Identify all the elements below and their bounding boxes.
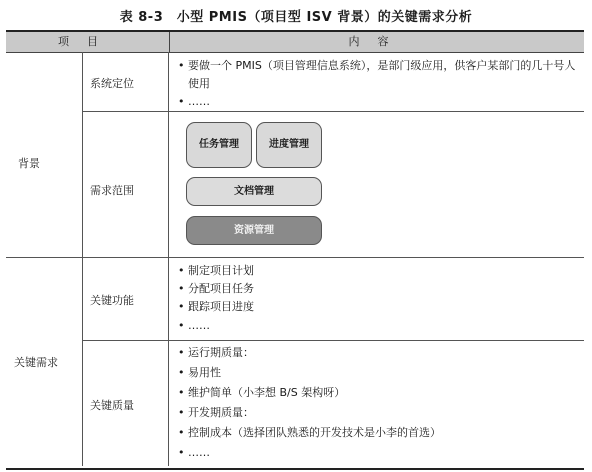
requirements-table bbox=[6, 30, 584, 470]
bullet-icon: • bbox=[178, 426, 185, 439]
list-item: • 跟踪项目进度 bbox=[178, 300, 254, 313]
list-item: • 分配项目任务 bbox=[178, 282, 254, 295]
table-title: 表 8-3 小型 PMIS（项目型 ISV 背景）的关键需求分析 bbox=[119, 10, 473, 25]
list-item: • …… bbox=[178, 95, 210, 108]
column-divider bbox=[168, 52, 169, 466]
header-content: 内容 bbox=[169, 32, 585, 52]
group-divider bbox=[6, 257, 584, 258]
column-divider bbox=[82, 52, 83, 466]
list-item: • 易用性 bbox=[178, 366, 221, 379]
bullet-icon: • bbox=[178, 95, 185, 108]
bullet-icon: • bbox=[178, 366, 185, 379]
row-divider bbox=[83, 111, 584, 112]
bullet-icon: • bbox=[178, 300, 185, 313]
bullet-icon: • bbox=[178, 386, 185, 399]
module-box-task: 任务管理 bbox=[186, 122, 252, 168]
list-item: • 控制成本（选择团队熟悉的开发技术是小李的首选） bbox=[178, 426, 441, 439]
bullet-icon: • bbox=[178, 264, 185, 277]
table-header bbox=[6, 32, 584, 53]
list-item: • 制定项目计划 bbox=[178, 264, 254, 277]
row-divider bbox=[83, 340, 584, 341]
module-box-resource: 资源管理 bbox=[186, 216, 322, 245]
bullet-icon: • bbox=[178, 406, 185, 419]
bullet-icon: • bbox=[178, 319, 185, 332]
module-box-document: 文档管理 bbox=[186, 177, 322, 206]
row-label-positioning: 系统定位 bbox=[90, 77, 134, 90]
bullet-icon: • bbox=[178, 59, 185, 72]
group-label-background: 背景 bbox=[18, 157, 40, 170]
bullet-icon: • bbox=[178, 346, 185, 359]
list-item: • 运行期质量： bbox=[178, 346, 254, 359]
module-box-progress: 进度管理 bbox=[256, 122, 322, 168]
header-item: 项目 bbox=[58, 35, 116, 48]
list-item: • …… bbox=[178, 446, 210, 459]
bullet-icon: • bbox=[178, 282, 185, 295]
row-label-quality: 关键质量 bbox=[90, 399, 134, 412]
bullet-icon: • bbox=[178, 446, 185, 459]
list-item: • 维护简单（小李想 B/S 架构呀） bbox=[178, 386, 346, 399]
list-item-continuation: 使用 bbox=[188, 77, 210, 90]
row-label-scope: 需求范围 bbox=[90, 184, 134, 197]
row-label-functions: 关键功能 bbox=[90, 294, 134, 307]
list-item: • 开发期质量： bbox=[178, 406, 254, 419]
list-item: • 要做一个 PMIS（项目管理信息系统），是部门级应用，供客户某部门的几十号人 bbox=[178, 59, 576, 72]
list-item: • …… bbox=[178, 319, 210, 332]
group-label-key-requirements: 关键需求 bbox=[14, 356, 58, 369]
